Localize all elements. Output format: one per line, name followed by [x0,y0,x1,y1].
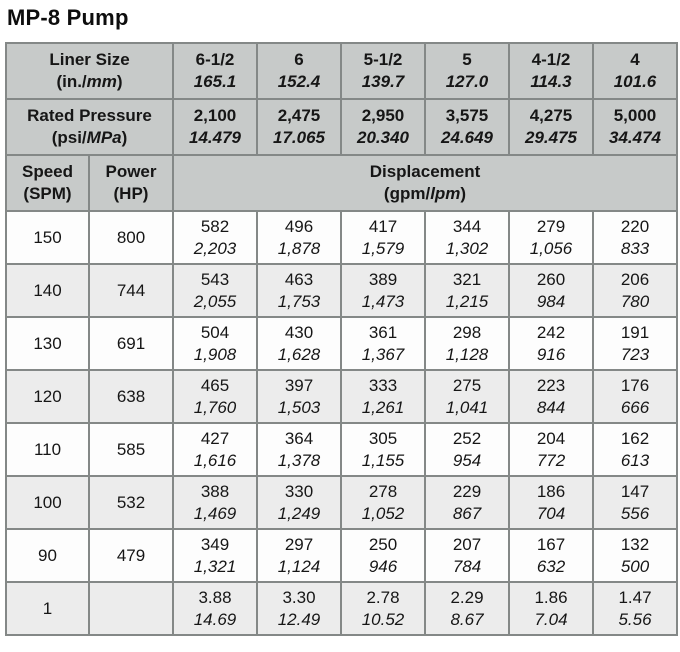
lpm-value: 1,052 [361,503,405,523]
gpm-value: 278 [368,481,398,501]
gpm-value: 252 [452,428,482,448]
rated-pressure-cell: 2,100 14.479 [173,99,257,155]
lpm-value: 1,056 [529,238,573,258]
gpm-value: 220 [620,216,650,236]
gpm-value: 260 [536,269,566,289]
rated-pressure-cell: 2,475 17.065 [257,99,341,155]
speed-cell: 120 [6,370,89,423]
gpm-value: 543 [200,269,230,289]
lpm-value: 5.56 [618,609,652,629]
gpm-value: 430 [284,322,314,342]
lpm-value: 1,367 [361,344,405,364]
power-cell [89,582,173,635]
displacement-cell [173,582,257,635]
displacement-cell [425,476,509,529]
speed-cell: 150 [6,211,89,264]
gpm-value: 417 [368,216,398,236]
displacement-cell [509,211,593,264]
table-row [6,211,677,264]
liner-size-cell: 5 127.0 [425,43,509,99]
rated-pressure-header-row [6,99,677,155]
power-cell: 638 [89,370,173,423]
table-row [6,529,677,582]
displacement-cell [593,264,677,317]
rated-pressure-cell: 4,275 29.475 [509,99,593,155]
displacement-cell [509,582,593,635]
gpm-value: 504 [200,322,230,342]
table-row [6,582,677,635]
lpm-value: 833 [620,238,650,258]
rated-pressure-cell: 2,950 20.340 [341,99,425,155]
gpm-value: 330 [284,481,314,501]
pump-spec-table [5,42,678,636]
displacement-cell [425,423,509,476]
lpm-value: 1,041 [445,397,489,417]
gpm-value: 229 [452,481,482,501]
gpm-value: 250 [368,534,398,554]
speed-cell: 110 [6,423,89,476]
power-cell: 800 [89,211,173,264]
displacement-cell [173,370,257,423]
lpm-value: 1,469 [193,503,237,523]
power-cell: 744 [89,264,173,317]
lpm-value: 1,155 [361,450,405,470]
lpm-value: 1,261 [361,397,405,417]
displacement-cell [257,264,341,317]
gpm-value: 242 [536,322,566,342]
displacement-cell [593,317,677,370]
displacement-cell [341,423,425,476]
gpm-value: 186 [536,481,566,501]
page-title: MP-8 Pump [7,5,129,30]
lpm-value: 954 [452,450,482,470]
gpm-value: 162 [620,428,650,448]
speed-cell: 140 [6,264,89,317]
displacement-cell [257,423,341,476]
displacement-cell [257,582,341,635]
gpm-value: 3.30 [282,587,316,607]
rated-pressure-cell: 5,000 34.474 [593,99,677,155]
lpm-value: 1,753 [277,291,321,311]
lpm-value: 704 [536,503,566,523]
displacement-cell [593,476,677,529]
lpm-value: 772 [536,450,566,470]
displacement-cell [257,211,341,264]
displacement-cell [173,317,257,370]
table-row [6,476,677,529]
lpm-value: 1,249 [277,503,321,523]
gpm-value: 167 [536,534,566,554]
displacement-cell [173,529,257,582]
gpm-value: 2.29 [450,587,484,607]
table-row [6,370,677,423]
lpm-value: 844 [536,397,566,417]
displacement-cell [341,264,425,317]
gpm-value: 427 [200,428,230,448]
lpm-value: 1,760 [193,397,237,417]
gpm-value: 191 [620,322,650,342]
liner-size-cell: 6 152.4 [257,43,341,99]
displacement-cell [425,582,509,635]
gpm-value: 333 [368,375,398,395]
lpm-value: 780 [620,291,650,311]
displacement-cell [593,211,677,264]
lpm-value: 500 [620,556,650,576]
table-row [6,264,677,317]
gpm-value: 463 [284,269,314,289]
lpm-value: 12.49 [277,609,321,629]
displacement-cell [593,370,677,423]
gpm-value: 176 [620,375,650,395]
speed-cell: 130 [6,317,89,370]
table-row [6,423,677,476]
lpm-value: 556 [620,503,650,523]
liner-size-title: Liner Size [49,50,130,69]
gpm-value: 465 [200,375,230,395]
table-row [6,317,677,370]
gpm-value: 321 [452,269,482,289]
displacement-cell [509,317,593,370]
lpm-value: 1,321 [193,556,237,576]
liner-size-cell: 6-1/2 165.1 [173,43,257,99]
gpm-value: 2.78 [366,587,400,607]
gpm-value: 147 [620,481,650,501]
displacement-cell [257,529,341,582]
gpm-value: 305 [368,428,398,448]
gpm-value: 223 [536,375,566,395]
lpm-value: 867 [452,503,482,523]
gpm-value: 275 [452,375,482,395]
power-cell: 585 [89,423,173,476]
displacement-cell [509,264,593,317]
gpm-value: 204 [536,428,566,448]
lpm-value: 1,579 [361,238,405,258]
displacement-cell [425,264,509,317]
gpm-value: 206 [620,269,650,289]
lpm-value: 723 [620,344,650,364]
lpm-value: 1,124 [277,556,321,576]
displacement-cell [509,476,593,529]
displacement-cell [425,317,509,370]
lpm-value: 1,628 [277,344,321,364]
lpm-value: 984 [536,291,566,311]
lpm-value: 946 [368,556,398,576]
displacement-cell [509,370,593,423]
lpm-value: 1,128 [445,344,489,364]
lpm-value: 14.69 [193,609,237,629]
gpm-value: 3.88 [198,587,232,607]
gpm-value: 1.86 [534,587,568,607]
gpm-value: 1.47 [618,587,652,607]
power-cell: 691 [89,317,173,370]
displacement-cell [173,264,257,317]
lpm-value: 1,378 [277,450,321,470]
displacement-cell [425,211,509,264]
liner-size-header [6,43,173,99]
liner-size-cell: 4 101.6 [593,43,677,99]
displacement-cell [425,529,509,582]
column-header-row [6,155,677,211]
liner-size-cell: 4-1/2 114.3 [509,43,593,99]
lpm-value: 916 [536,344,566,364]
gpm-value: 132 [620,534,650,554]
rated-pressure-header [6,99,173,155]
displacement-cell [593,529,677,582]
gpm-value: 297 [284,534,314,554]
speed-cell: 90 [6,529,89,582]
speed-header: Speed (SPM) [6,155,89,211]
lpm-value: 613 [620,450,650,470]
gpm-value: 361 [368,322,398,342]
lpm-value: 2,055 [193,291,237,311]
lpm-value: 1,908 [193,344,237,364]
displacement-cell [341,582,425,635]
rated-pressure-unit: (psi/MPa) [51,128,128,147]
lpm-value: 784 [452,556,482,576]
displacement-cell [425,370,509,423]
gpm-value: 397 [284,375,314,395]
gpm-value: 344 [452,216,482,236]
displacement-cell [341,370,425,423]
lpm-value: 1,302 [445,238,489,258]
gpm-value: 207 [452,534,482,554]
displacement-cell [341,529,425,582]
gpm-value: 496 [284,216,314,236]
liner-size-header-row [6,43,677,99]
gpm-value: 364 [284,428,314,448]
lpm-value: 1,878 [277,238,321,258]
lpm-value: 666 [620,397,650,417]
displacement-cell [593,582,677,635]
power-cell: 479 [89,529,173,582]
gpm-value: 279 [536,216,566,236]
displacement-cell [173,211,257,264]
displacement-cell [509,529,593,582]
displacement-cell [257,476,341,529]
displacement-cell [593,423,677,476]
liner-size-unit: (in./mm) [56,72,123,91]
lpm-value: 10.52 [361,609,405,629]
lpm-value: 8.67 [450,609,484,629]
displacement-cell [173,423,257,476]
speed-cell: 100 [6,476,89,529]
rated-pressure-title: Rated Pressure [27,106,152,125]
displacement-cell [173,476,257,529]
gpm-value: 349 [200,534,230,554]
displacement-cell [257,370,341,423]
displacement-cell [257,317,341,370]
displacement-header: Displacement (gpm/lpm) [173,155,677,211]
gpm-value: 582 [200,216,230,236]
lpm-value: 7.04 [534,609,568,629]
liner-size-cell: 5-1/2 139.7 [341,43,425,99]
displacement-cell [341,211,425,264]
displacement-cell [341,317,425,370]
rated-pressure-cell: 3,575 24.649 [425,99,509,155]
lpm-value: 1,473 [361,291,405,311]
lpm-value: 1,616 [193,450,237,470]
gpm-value: 389 [368,269,398,289]
lpm-value: 1,503 [277,397,321,417]
power-cell: 532 [89,476,173,529]
displacement-cell [509,423,593,476]
power-header: Power (HP) [89,155,173,211]
lpm-value: 632 [536,556,566,576]
gpm-value: 298 [452,322,482,342]
gpm-value: 388 [200,481,230,501]
displacement-cell [341,476,425,529]
lpm-value: 1,215 [445,291,489,311]
lpm-value: 2,203 [193,238,237,258]
speed-cell: 1 [6,582,89,635]
